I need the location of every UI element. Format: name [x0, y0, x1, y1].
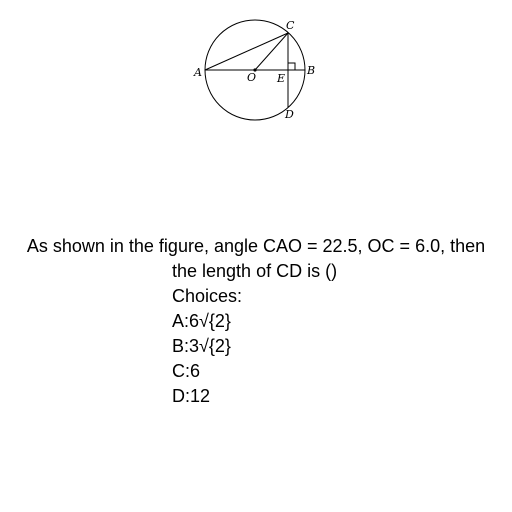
- question-text: [0, 234, 512, 409]
- label-a: A: [194, 66, 202, 79]
- label-e: E: [277, 72, 286, 85]
- label-b: B: [307, 64, 316, 77]
- choices-label: Choices:: [172, 286, 243, 306]
- segment-oc: [255, 33, 288, 70]
- geometry-figure: [0, 0, 512, 130]
- choice-a: A:6√{2}: [172, 311, 231, 331]
- choice-b: B:3√{2}: [172, 336, 231, 356]
- label-c: C: [286, 19, 295, 32]
- chord-ac: [205, 33, 288, 70]
- question-body: [0, 259, 512, 409]
- label-d: D: [285, 108, 294, 121]
- question-line-1: As shown in the figure, angle CAO = 22.5, OC = 6.0, then: [26, 236, 486, 256]
- choice-c: C:6: [172, 361, 201, 381]
- choice-d: D:12: [172, 386, 211, 406]
- right-angle-mark: [288, 63, 295, 70]
- label-o: O: [247, 71, 257, 84]
- question-line-2: the length of CD is (): [172, 261, 338, 281]
